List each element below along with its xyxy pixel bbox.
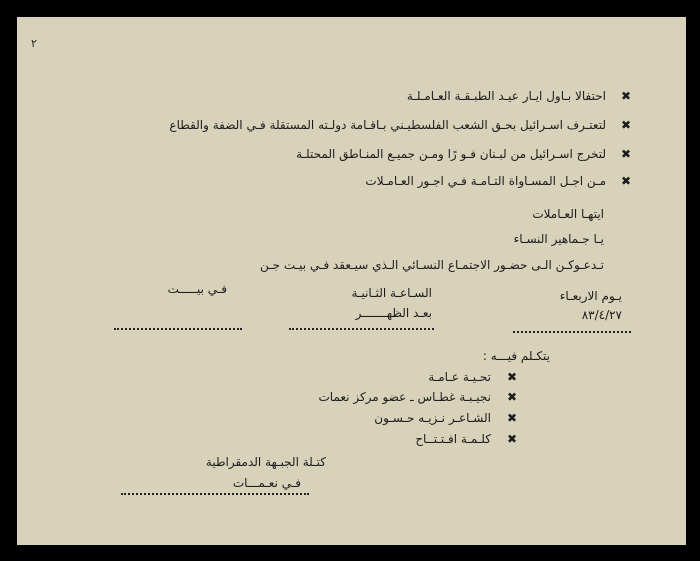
document-page	[17, 17, 686, 545]
speakers-heading: يتكـلم فيـــه :	[482, 349, 550, 363]
speaker-item: تحـيـة عـامـة	[428, 370, 491, 384]
slogan-line: لتعتـرف اسـرائيل بحـق الشعب الفلسطيـني بـاقـامة دولـته المستقلة فـي الضفة والقطاع	[169, 118, 606, 132]
speaker-item: كلـمـة افـتـتــاح	[415, 432, 491, 446]
signature-underline	[121, 493, 309, 495]
address-workers: ايتهـا العـاملات	[532, 207, 604, 221]
slogan-line: احتفالا بـاول ايـار عيـد الطبـقـة العـامـلـة	[406, 89, 606, 103]
speaker-item: الشـاعـر نـزيـه حـسـون	[374, 411, 491, 425]
meeting-date: ٨٣/٤/٢٧	[581, 308, 622, 322]
time-value: بعـد الظهـــــــر	[355, 306, 432, 320]
invitation-text: تـدعـوكـن الـى حضـور الاجتمـاع النسـائي الـذي سيـعقد فـي بيـت جـن	[259, 258, 604, 272]
bullet-marker: ✖	[507, 411, 518, 425]
speaker-item: نجيـبـة غطـاس ـ عضو مركز نعمات	[318, 390, 491, 404]
bullet-marker: ✖	[507, 370, 518, 384]
bullet-marker: ✖	[621, 147, 632, 161]
place-underline	[114, 328, 242, 330]
bullet-marker: ✖	[621, 174, 632, 188]
bullet-marker: ✖	[621, 89, 632, 103]
day-label: يـوم الاربعـاء	[559, 289, 622, 303]
bullet-marker: ✖	[507, 432, 518, 446]
signature-place: فـي نعـمـــات	[232, 476, 301, 490]
corner-mark: ٢	[31, 37, 37, 50]
slogan-line: مـن اجـل المسـاواة التـامـة فـي اجـور العـامـلات	[365, 174, 606, 188]
bullet-marker: ✖	[507, 390, 518, 404]
address-women: يـا جـماهير النسـاء	[513, 232, 604, 246]
bullet-marker: ✖	[621, 118, 632, 132]
time-label: السـاعـة الثـانيـة	[351, 286, 432, 300]
signature-bloc: كتـلة الجبـهة الدمقراطية	[205, 455, 326, 469]
place-label: فـي بيـــــت	[167, 282, 227, 296]
time-underline	[289, 328, 434, 330]
date-underline	[513, 331, 631, 333]
slogan-line: لتخرج اسـرائيل من لبـنان فـو رًا ومـن جميـع المنـاطق المحتلـة	[296, 147, 606, 161]
